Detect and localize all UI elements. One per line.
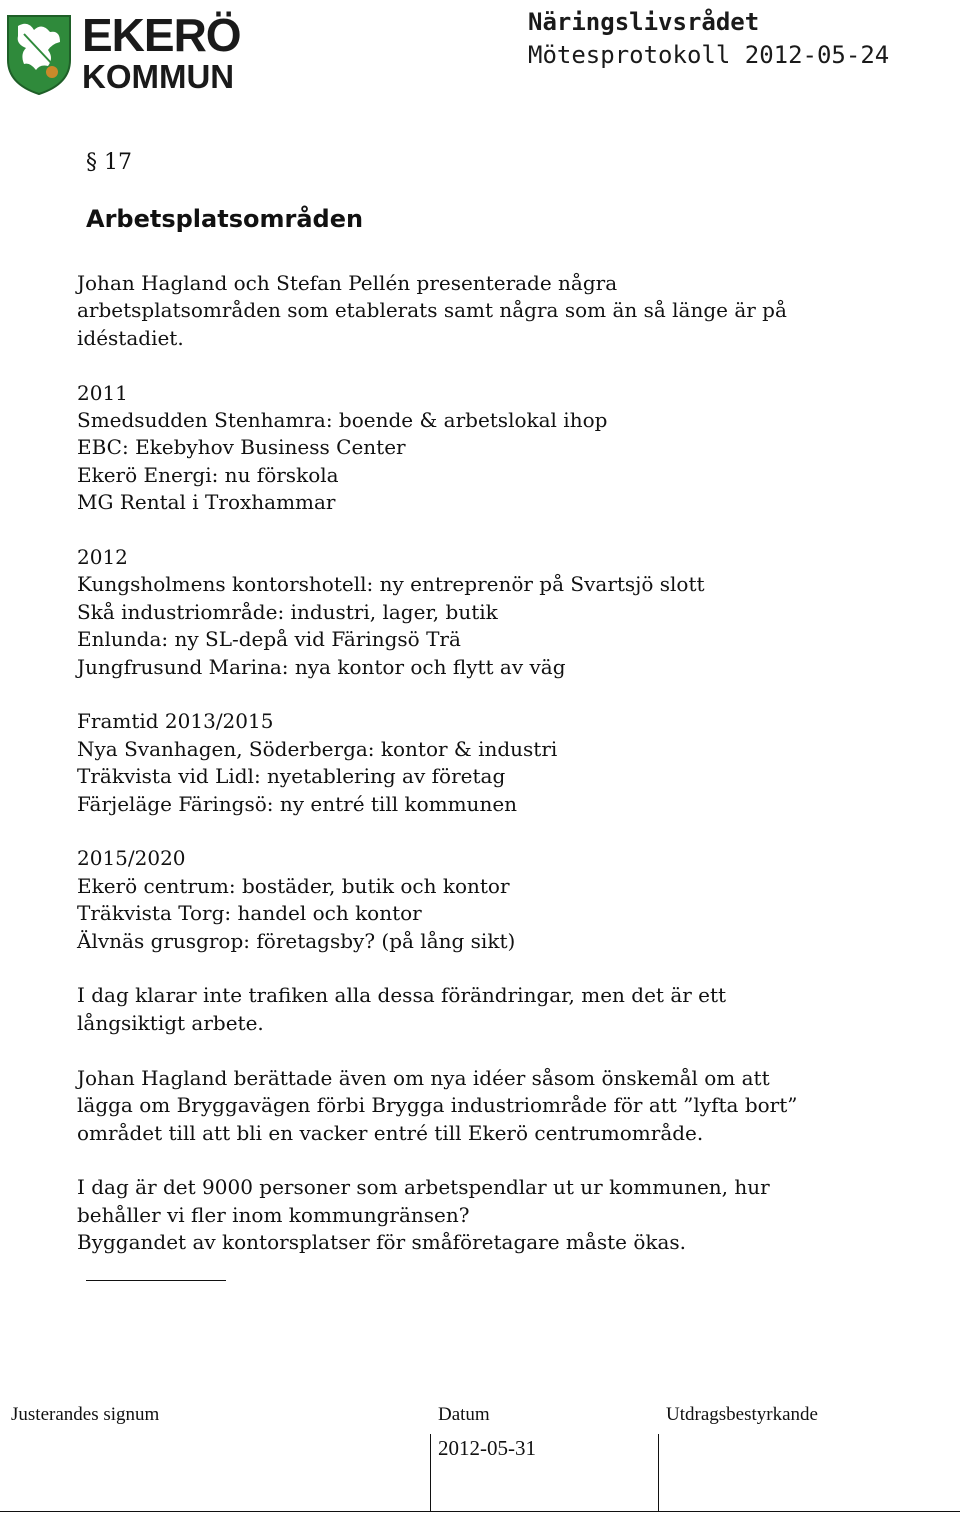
oak-leaf-shield-icon — [4, 10, 74, 96]
footer-bottom-rule — [0, 1511, 960, 1512]
group-title-future: Framtid 2013/2015 — [77, 709, 274, 734]
section-heading: Arbetsplatsområden — [86, 205, 364, 233]
group-title-2012: 2012 — [77, 545, 128, 570]
document-header — [528, 6, 889, 72]
paragraph-line: I dag klarar inte trafiken alla dessa förändringar, men det är ett — [77, 983, 727, 1008]
list-item: Kungsholmens kontorshotell: ny entreprenör på Svartsjö slott — [77, 572, 705, 597]
logo-name-line1: EKERÖ — [82, 9, 241, 61]
list-item: Skå industriområde: industri, lager, butik — [77, 599, 498, 624]
list-item: Ekerö centrum: bostäder, butik och kontor — [77, 873, 510, 898]
section-end-rule — [86, 1280, 226, 1281]
list-item: MG Rental i Troxhammar — [77, 490, 336, 515]
paragraph-line: I dag är det 9000 personer som arbetspendlar ut ur kommunen, hur — [77, 1175, 770, 1200]
datum-value: 2012-05-31 — [438, 1436, 536, 1460]
paragraph-line: långsiktigt arbete. — [77, 1010, 264, 1035]
paragraph-line: lägga om Bryggavägen förbi Brygga industriområde för att ”lyfta bort” — [77, 1093, 798, 1118]
justerandes-signum-label: Justerandes signum — [11, 1404, 160, 1425]
group-title-2011: 2011 — [77, 380, 128, 405]
list-item: Färjeläge Färingsö: ny entré till kommunen — [77, 791, 518, 816]
list-item: Ekerö Energi: nu förskola — [77, 462, 339, 487]
footer-divider — [430, 1434, 431, 1512]
header-title: Näringslivsrådet — [528, 8, 760, 36]
paragraph-number — [86, 150, 132, 175]
minutes-body — [77, 270, 897, 1257]
list-item: Älvnäs grusgrop: företagsby? (på lång sikt) — [77, 928, 516, 953]
intro-line: arbetsplatsområden som etablerats samt några som än så länge är på — [77, 298, 787, 323]
footer-divider — [658, 1434, 659, 1512]
list-item: Nya Svanhagen, Söderberga: kontor & industri — [77, 736, 558, 761]
list-item: EBC: Ekebyhov Business Center — [77, 435, 406, 460]
paragraph-line: området till att bli en vacker entré till Ekerö centrumområde. — [77, 1120, 704, 1145]
utdragsbestyrkande-label: Utdragsbestyrkande — [666, 1404, 818, 1425]
group-title-2020: 2015/2020 — [77, 846, 186, 871]
logo-name-line2: KOMMUN — [82, 58, 235, 95]
paragraph-line: behåller vi fler inom kommungränsen? — [77, 1202, 470, 1227]
logo-wordmark — [82, 9, 241, 95]
list-item: Jungfrusund Marina: nya kontor och flytt av väg — [77, 654, 566, 679]
intro-line: idéstadiet. — [77, 325, 184, 350]
list-item: Smedsudden Stenhamra: boende & arbetslokal ihop — [77, 408, 608, 433]
list-item: Träkvista Torg: handel och kontor — [77, 901, 422, 926]
intro-line: Johan Hagland och Stefan Pellén presenterade några — [77, 271, 618, 295]
paragraph-line: Byggandet av kontorsplatser för småföretagare måste ökas. — [77, 1230, 687, 1255]
municipality-logo — [4, 10, 254, 96]
paragraph-number-value: 17 — [104, 150, 132, 175]
list-item: Träkvista vid Lidl: nyetablering av företag — [77, 764, 506, 789]
list-item: Enlunda: ny SL-depå vid Färingsö Trä — [77, 627, 461, 652]
datum-label: Datum — [438, 1404, 490, 1425]
header-subtitle: Mötesprotokoll 2012-05-24 — [528, 41, 890, 70]
paragraph-sign: § — [86, 150, 97, 175]
paragraph-line: Johan Hagland berättade även om nya idéer såsom önskemål om att — [77, 1065, 770, 1090]
